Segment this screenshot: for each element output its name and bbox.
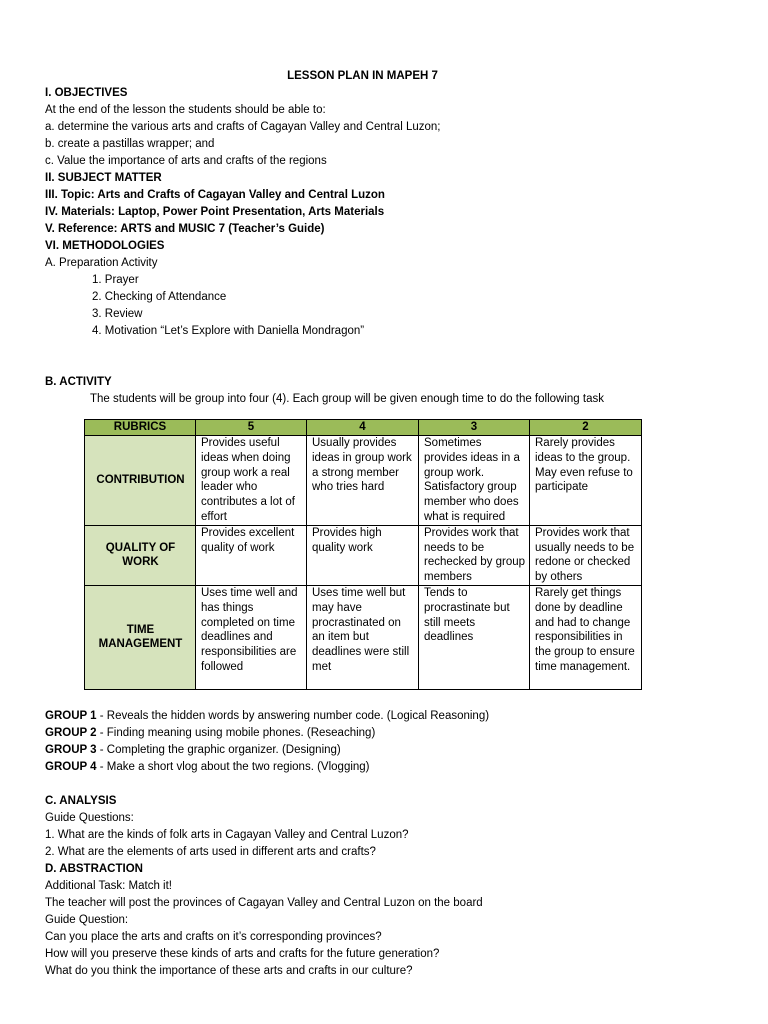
rubric-header-row — [85, 420, 642, 436]
subject-matter-heading: II. SUBJECT MATTER — [45, 172, 162, 184]
analysis-question: 1. What are the kinds of folk arts in Cagayan Valley and Central Luzon? — [45, 828, 409, 841]
document-page — [45, 68, 725, 980]
document-title: LESSON PLAN IN MAPEH 7 — [287, 70, 438, 82]
rubric-row-contribution — [85, 436, 642, 526]
group-text: - Make a short vlog about the two regions. (Vlogging) — [96, 760, 370, 773]
rubric-cell: Uses time well but may have procrastinated on an item but deadlines were still met — [307, 585, 419, 689]
group-text: - Completing the graphic organizer. (Designing) — [96, 743, 341, 756]
rubric-row-label: TIME MANAGEMENT — [85, 585, 196, 689]
topic-line: III. Topic: Arts and Crafts of Cagayan Valley and Central Luzon — [45, 189, 385, 201]
group-line — [45, 742, 725, 759]
rubric-cell: Usually provides ideas in group work a strong member who tries hard — [307, 436, 419, 526]
rubric-cell: Rarely provides ideas to the group. May even refuse to participate — [530, 436, 642, 526]
abstraction-line: Additional Task: Match it! — [45, 879, 172, 892]
abstraction-line: Guide Question: — [45, 913, 129, 926]
analysis-heading: C. ANALYSIS — [45, 794, 117, 807]
group-line — [45, 725, 725, 742]
group-text: - Reveals the hidden words by answering number code. (Logical Reasoning) — [96, 709, 490, 722]
abstraction-line: How will you preserve these kinds of arts and crafts for the future generation? — [45, 947, 440, 960]
rubric-cell: Provides useful ideas when doing group work a real leader who contributes a lot of effort — [196, 436, 307, 526]
rubric-header-cell: 2 — [530, 420, 642, 436]
methodologies-heading: VI. METHODOLOGIES — [45, 240, 165, 252]
materials-line: IV. Materials: Laptop, Power Point Presentation, Arts Materials — [45, 206, 385, 218]
group-line — [45, 708, 725, 725]
prep-item: 1. Prayer — [92, 274, 139, 286]
rubric-cell: Uses time well and has things completed on time deadlines and responsibilities are followed — [196, 585, 307, 689]
objectives-heading: I. OBJECTIVES — [45, 87, 128, 99]
analysis-guide: Guide Questions: — [45, 811, 134, 824]
rubric-table — [84, 419, 642, 690]
rubric-header-cell: 4 — [307, 420, 419, 436]
prep-item: 2. Checking of Attendance — [92, 291, 227, 303]
rubric-cell: Provides excellent quality of work — [196, 525, 307, 585]
rubric-header-cell: 5 — [196, 420, 307, 436]
abstraction-line: The teacher will post the provinces of Cagayan Valley and Central Luzon on the board — [45, 896, 483, 909]
rubric-header-cell: RUBRICS — [85, 420, 196, 436]
group-label: GROUP 2 — [45, 726, 97, 739]
rubric-cell: Provides high quality work — [307, 525, 419, 585]
rubric-row-label: CONTRIBUTION — [85, 436, 196, 526]
rubric-cell: Provides work that usually needs to be redone or checked by others — [530, 525, 642, 585]
group-label: GROUP 1 — [45, 709, 97, 722]
preparation-heading: A. Preparation Activity — [45, 257, 158, 269]
activity-text: The students will be group into four (4). Each group will be given enough time to do the following task — [90, 393, 604, 405]
group-label: GROUP 3 — [45, 743, 97, 756]
reference-line: V. Reference: ARTS and MUSIC 7 (Teacher’s Guide) — [45, 223, 325, 235]
analysis-question: 2. What are the elements of arts used in different arts and crafts? — [45, 845, 376, 858]
group-label: GROUP 4 — [45, 760, 97, 773]
prep-item: 4. Motivation “Let’s Explore with Daniella Mondragon” — [92, 325, 365, 337]
objectives-intro: At the end of the lesson the students should be able to: — [45, 104, 326, 116]
abstraction-line: What do you think the importance of these arts and crafts in our culture? — [45, 964, 413, 977]
rubric-cell: Rarely get things done by deadline and had to change responsibilities in the group to ensure time management. — [530, 585, 642, 689]
rubric-row-label: QUALITY OF WORK — [85, 525, 196, 585]
abstraction-line: Can you place the arts and crafts on it’s corresponding provinces? — [45, 930, 382, 943]
rubric-cell: Provides work that needs to be rechecked by group members — [419, 525, 530, 585]
objective-item: b. create a pastillas wrapper; and — [45, 138, 215, 150]
group-text: - Finding meaning using mobile phones. (Reseaching) — [96, 726, 376, 739]
abstraction-heading: D. ABSTRACTION — [45, 862, 143, 875]
rubric-row-quality — [85, 525, 642, 585]
objective-item: a. determine the various arts and crafts of Cagayan Valley and Central Luzon; — [45, 121, 441, 133]
activity-heading: B. ACTIVITY — [45, 376, 112, 388]
group-line — [45, 759, 725, 776]
prep-item: 3. Review — [92, 308, 143, 320]
rubric-cell: Sometimes provides ideas in a group work. Satisfactory group member who does what is required — [419, 436, 530, 526]
rubric-cell: Tends to procrastinate but still meets deadlines — [419, 585, 530, 689]
rubric-header-cell: 3 — [419, 420, 530, 436]
rubric-row-time — [85, 585, 642, 689]
objective-item: c. Value the importance of arts and crafts of the regions — [45, 155, 327, 167]
